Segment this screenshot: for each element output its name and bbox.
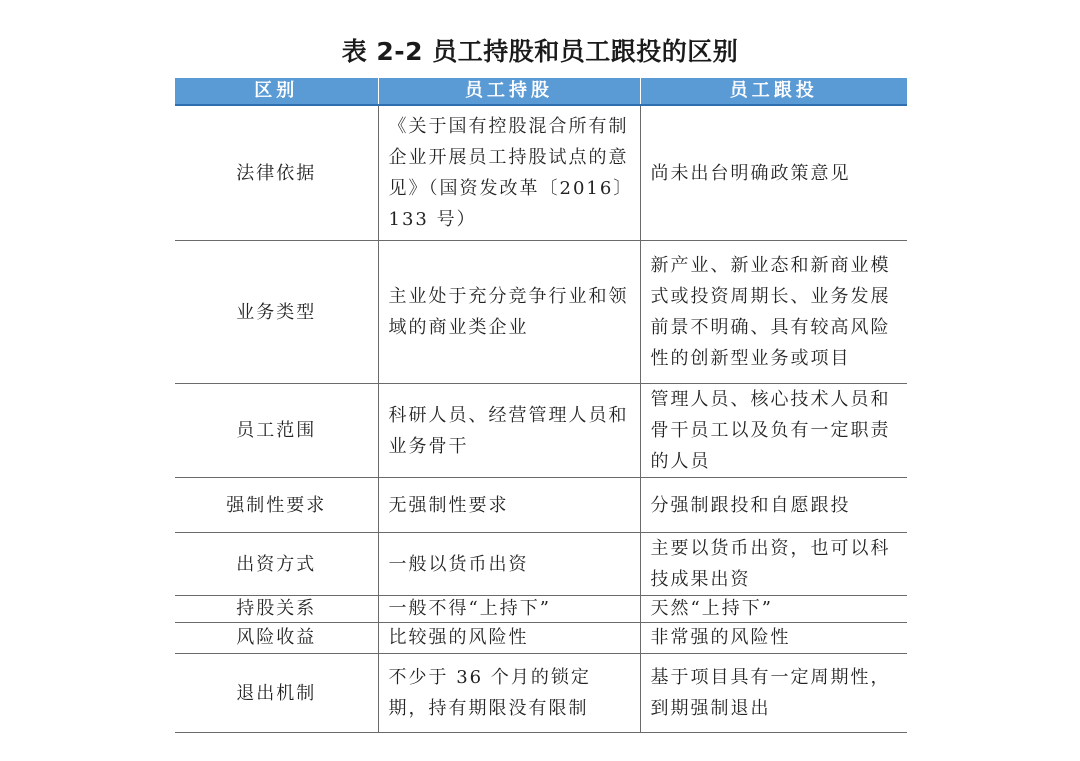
- table-row: [175, 533, 907, 596]
- table-row: [175, 105, 907, 241]
- table-header-row: [175, 78, 907, 105]
- row-label: 业务类型: [175, 241, 378, 384]
- row-label: 员工范围: [175, 384, 378, 478]
- employee-stock-ownership-cell: 主业处于充分竞争行业和领域的商业类企业: [378, 241, 640, 384]
- employee-stock-ownership-cell: 科研人员、经营管理人员和业务骨干: [378, 384, 640, 478]
- table-row: [175, 241, 907, 384]
- employee-co-investment-cell: 天然“上持下”: [640, 596, 907, 623]
- table-row: [175, 596, 907, 623]
- column-header-employee-co-investment: 员工跟投: [640, 78, 907, 105]
- employee-co-investment-cell: 尚未出台明确政策意见: [640, 105, 907, 241]
- employee-stock-ownership-cell: 无强制性要求: [378, 478, 640, 533]
- table-title: 表 2-2 员工持股和员工跟投的区别: [341, 37, 739, 66]
- table-row: [175, 623, 907, 654]
- employee-stock-ownership-cell: 比较强的风险性: [378, 623, 640, 654]
- employee-stock-ownership-cell: 一般以货币出资: [378, 533, 640, 596]
- row-label: 法律依据: [175, 105, 378, 241]
- employee-co-investment-cell: 分强制跟投和自愿跟投: [640, 478, 907, 533]
- comparison-table: [175, 78, 907, 733]
- table-row: [175, 654, 907, 733]
- employee-co-investment-cell: 基于项目具有一定周期性，到期强制退出: [640, 654, 907, 733]
- row-label: 强制性要求: [175, 478, 378, 533]
- row-label: 退出机制: [175, 654, 378, 733]
- row-label: 出资方式: [175, 533, 378, 596]
- employee-stock-ownership-cell: 《关于国有控股混合所有制企业开展员工持股试点的意见》（国资发改革〔2016〕133 号）: [378, 105, 640, 241]
- employee-co-investment-cell: 管理人员、核心技术人员和骨干员工以及负有一定职责的人员: [640, 384, 907, 478]
- table-row: [175, 384, 907, 478]
- column-header-difference: 区别: [175, 78, 378, 105]
- row-label: 持股关系: [175, 596, 378, 623]
- employee-co-investment-cell: 新产业、新业态和新商业模式或投资周期长、业务发展前景不明确、具有较高风险性的创新型业务或项目: [640, 241, 907, 384]
- employee-stock-ownership-cell: 一般不得“上持下”: [378, 596, 640, 623]
- table-row: [175, 478, 907, 533]
- row-label: 风险收益: [175, 623, 378, 654]
- employee-co-investment-cell: 主要以货币出资，也可以科技成果出资: [640, 533, 907, 596]
- employee-stock-ownership-cell: 不少于 36 个月的锁定期，持有期限没有限制: [378, 654, 640, 733]
- employee-co-investment-cell: 非常强的风险性: [640, 623, 907, 654]
- column-header-employee-stock-ownership: 员工持股: [378, 78, 640, 105]
